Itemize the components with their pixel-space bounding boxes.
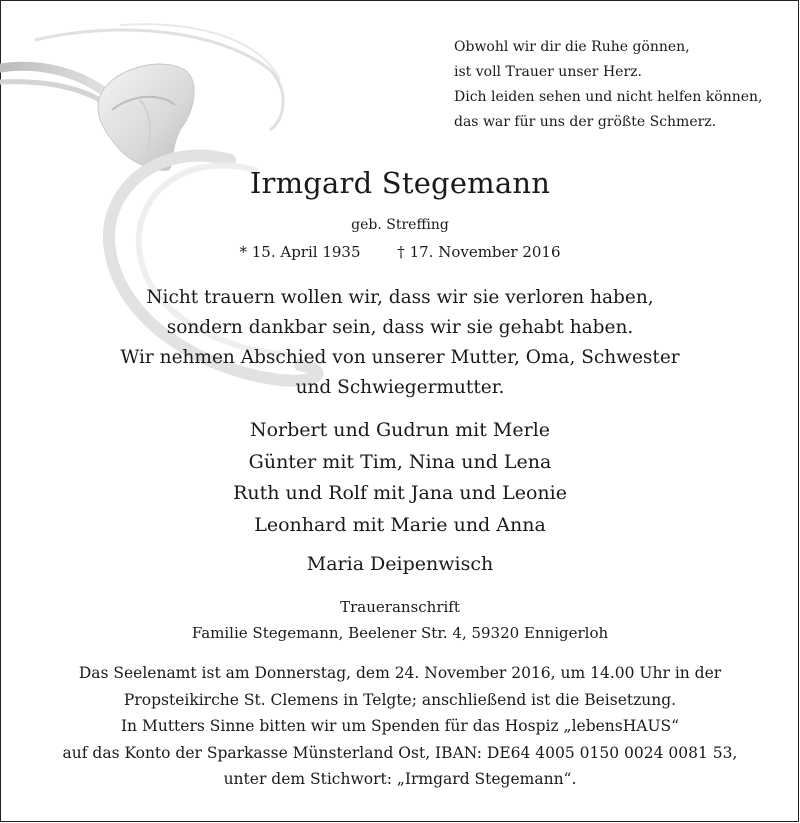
life-dates (0, 243, 800, 261)
poem-line: das war für uns der größte Schmerz. (454, 114, 717, 130)
family-list (0, 415, 800, 541)
deceased-name: Irmgard Stegemann (249, 166, 551, 200)
farewell-quote (0, 283, 800, 403)
service-notice (0, 660, 800, 793)
notice-line: Das Seelenamt ist am Donnerstag, dem 24. November 2016, um 14.00 Uhr in der (78, 664, 722, 682)
family-line: Norbert und Gudrun mit Merle (249, 419, 551, 441)
quote-line: Nicht trauern wollen wir, dass wir sie verloren haben, (146, 287, 654, 308)
death-date: † 17. November 2016 (397, 243, 561, 261)
poem (454, 35, 763, 135)
poem-line: Obwohl wir dir die Ruhe gönnen, (454, 39, 690, 55)
family-line: Leonhard mit Marie und Anna (254, 513, 546, 536)
poem-line: ist voll Trauer unser Herz. (454, 64, 642, 80)
notice-line: auf das Konto der Sparkasse Münsterland Ost, IBAN: DE64 4005 0150 0024 0081 53, (62, 743, 738, 762)
family-line: Ruth und Rolf mit Jana und Leonie (233, 482, 567, 504)
notice-line: In Mutters Sinne bitten wir um Spenden für das Hospiz „lebensHAUS“ (120, 717, 680, 735)
sibling-name: Maria Deipenwisch (306, 553, 494, 575)
quote-line: sondern dankbar sein, dass wir sie gehabt haben. (166, 317, 634, 338)
poem-line: Dich leiden sehen und nicht helfen können, (454, 89, 763, 105)
birth-name: geb. Streffing (351, 217, 449, 233)
family-line: Günter mit Tim, Nina und Lena (248, 450, 552, 473)
address-line: Familie Stegemann, Beelener Str. 4, 59320 Ennigerloh (191, 624, 609, 642)
notice-line: Propsteikirche St. Clemens in Telgte; anschließend ist die Beisetzung. (123, 690, 677, 709)
mourning-address (0, 594, 800, 646)
quote-line: und Schwiegermutter. (295, 377, 505, 398)
birth-date: * 15. April 1935 (239, 243, 361, 261)
address-heading: Traueranschrift (340, 598, 460, 616)
notice-line: unter dem Stichwort: „Irmgard Stegemann“. (223, 770, 577, 788)
quote-line: Wir nehmen Abschied von unserer Mutter, Oma, Schwester (120, 347, 680, 368)
